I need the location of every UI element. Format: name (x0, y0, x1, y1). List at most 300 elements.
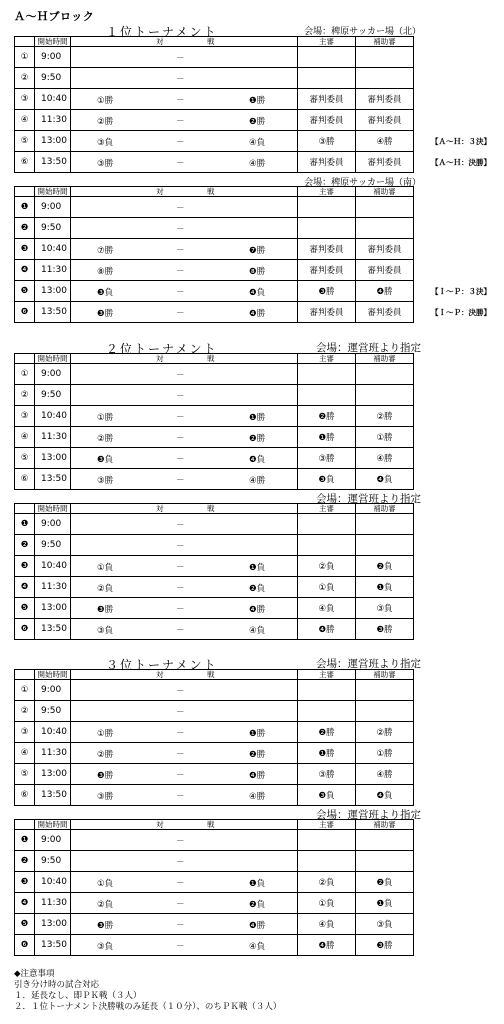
assistant-referee: ④勝 (356, 131, 414, 152)
start-time: 9:50 (35, 68, 71, 89)
start-time: 13:00 (35, 448, 71, 469)
team-a: ②負 (97, 900, 114, 910)
table-header-row (15, 670, 414, 680)
assistant-referee: ①勝 (356, 427, 414, 448)
match-cell (71, 448, 298, 469)
versus-dash: － (176, 921, 185, 931)
table-row (15, 577, 414, 598)
match-note: 【Ｉ～Ｐ：決勝】 (431, 308, 491, 317)
header-match (71, 504, 298, 514)
assistant-referee (356, 385, 414, 406)
referee: ②負 (298, 556, 356, 577)
team-b: ❷負 (249, 900, 266, 910)
header-referee: 主審 (298, 187, 356, 197)
table-row (15, 619, 414, 640)
assistant-referee: ❹負 (356, 785, 414, 806)
start-time: 13:50 (35, 302, 71, 323)
start-time: 9:00 (35, 364, 71, 385)
team-b: ❷勝 (249, 750, 266, 760)
team-b: ❷勝 (249, 434, 266, 444)
match-cell (71, 110, 298, 131)
match-number: ④ (15, 743, 35, 764)
versus-dash: － (176, 626, 185, 636)
referee: ❸負 (298, 785, 356, 806)
versus-dash: － (176, 392, 185, 402)
team-b: ❶勝 (249, 729, 266, 739)
referee: ③勝 (298, 131, 356, 152)
match-number: ② (15, 385, 35, 406)
sub-header (0, 490, 504, 503)
table-row (15, 197, 414, 218)
team-b: ❷勝 (249, 117, 266, 127)
match-number: ❻ (15, 619, 35, 640)
team-b: ④負 (249, 942, 266, 952)
header-match (71, 670, 298, 680)
team-b: ❼勝 (249, 246, 266, 256)
match-cell (71, 131, 298, 152)
note-item: １．延長なし、即ＰＫ戦（３人） (14, 991, 142, 1001)
venue-label: 会場：稗原サッカー場（南） (304, 178, 421, 188)
table-row (15, 535, 414, 556)
header-match (71, 820, 298, 830)
start-time: 11:30 (35, 893, 71, 914)
venue-label: 会場：運営班より指定 (316, 658, 421, 670)
header-match-a: 対 (156, 354, 164, 363)
header-no (15, 187, 35, 197)
referee: 審判委員 (298, 152, 356, 173)
header-referee: 主審 (298, 504, 356, 514)
versus-dash: － (176, 750, 185, 760)
start-time: 11:30 (35, 260, 71, 281)
start-time: 10:40 (35, 89, 71, 110)
match-number: ❸ (15, 239, 35, 260)
team-a: ⑧勝 (97, 267, 114, 277)
assistant-referee (356, 47, 414, 68)
referee: ④負 (298, 914, 356, 935)
match-number: ❺ (15, 281, 35, 302)
start-time: 9:00 (35, 514, 71, 535)
versus-dash: － (176, 708, 185, 718)
table-row (15, 406, 414, 427)
assistant-referee (356, 218, 414, 239)
match-number: ① (15, 364, 35, 385)
table-row (15, 218, 414, 239)
match-note: 【Ａ～Ｈ：決勝】 (431, 158, 491, 167)
referee: 審判委員 (298, 260, 356, 281)
referee: ❷勝 (298, 722, 356, 743)
referee: ③勝 (298, 448, 356, 469)
table-row (15, 469, 414, 490)
match-cell (71, 914, 298, 935)
header-match (71, 187, 298, 197)
table-header-row (15, 820, 414, 830)
versus-dash: － (176, 792, 185, 802)
match-cell (71, 364, 298, 385)
referee (298, 68, 356, 89)
versus-dash: － (176, 900, 185, 910)
venue-label: 会場：運営班より指定 (316, 809, 421, 821)
match-number: ③ (15, 406, 35, 427)
assistant-referee (356, 197, 414, 218)
team-b: ❹勝 (249, 771, 266, 781)
match-cell (71, 281, 298, 302)
versus-dash: － (176, 563, 185, 573)
header-assistant: 補助審 (356, 354, 414, 364)
versus-dash: － (176, 413, 185, 423)
header-match (71, 37, 298, 47)
assistant-referee: ③負 (356, 598, 414, 619)
assistant-referee: 審判委員 (356, 260, 414, 281)
team-a: ②勝 (97, 750, 114, 760)
match-cell (71, 764, 298, 785)
match-number: ④ (15, 110, 35, 131)
assistant-referee (356, 680, 414, 701)
assistant-referee: 審判委員 (356, 110, 414, 131)
team-a: ②勝 (97, 117, 114, 127)
versus-dash: － (176, 879, 185, 889)
team-a: ③勝 (97, 159, 114, 169)
referee (298, 830, 356, 851)
match-number: ❹ (15, 260, 35, 281)
header-start-time: 開始時間 (35, 670, 71, 680)
match-cell (71, 218, 298, 239)
versus-dash: － (176, 309, 185, 319)
table-row (15, 830, 414, 851)
table-header-row (15, 354, 414, 364)
match-number: ❻ (15, 935, 35, 956)
team-b: ❹勝 (249, 309, 266, 319)
match-cell (71, 427, 298, 448)
schedule-table (14, 669, 414, 806)
table-row (15, 89, 414, 110)
table-row (15, 680, 414, 701)
match-cell (71, 385, 298, 406)
section-2nd-tournament (0, 339, 504, 640)
header-match-b: 戦 (207, 670, 215, 679)
match-number: ❷ (15, 851, 35, 872)
referee: ❸勝 (298, 281, 356, 302)
schedule-table (14, 353, 414, 490)
header-assistant: 補助審 (356, 37, 414, 47)
match-cell (71, 785, 298, 806)
header-start-time: 開始時間 (35, 354, 71, 364)
tournament-title: ２位トーナメント (106, 342, 218, 356)
table-row (15, 364, 414, 385)
match-number: ❹ (15, 577, 35, 598)
table-row (15, 785, 414, 806)
start-time: 10:40 (35, 556, 71, 577)
header-start-time: 開始時間 (35, 37, 71, 47)
team-b: ④負 (249, 626, 266, 636)
team-a: ②負 (97, 584, 114, 594)
versus-dash: － (176, 267, 185, 277)
start-time: 10:40 (35, 872, 71, 893)
assistant-referee: ❷負 (356, 872, 414, 893)
start-time: 9:00 (35, 197, 71, 218)
start-time: 11:30 (35, 427, 71, 448)
start-time: 13:50 (35, 785, 71, 806)
assistant-referee (356, 701, 414, 722)
match-cell (71, 830, 298, 851)
match-number: ⑥ (15, 469, 35, 490)
match-number: ③ (15, 722, 35, 743)
match-number: ❷ (15, 535, 35, 556)
referee: 審判委員 (298, 89, 356, 110)
header-match-a: 対 (156, 37, 164, 46)
table-row (15, 935, 414, 956)
match-cell (71, 701, 298, 722)
team-a: ⑦勝 (97, 246, 114, 256)
team-a: ③負 (97, 942, 114, 952)
referee: 審判委員 (298, 110, 356, 131)
schedule-table (14, 186, 414, 323)
block-title: Ａ～Ｈブロック (14, 10, 95, 23)
versus-dash: － (176, 476, 185, 486)
team-a: ❸勝 (97, 771, 114, 781)
match-cell (71, 260, 298, 281)
match-number: ❸ (15, 872, 35, 893)
referee: ①負 (298, 577, 356, 598)
versus-dash: － (176, 584, 185, 594)
schedule-table (14, 503, 414, 640)
match-cell (71, 872, 298, 893)
match-cell (71, 197, 298, 218)
table-row (15, 514, 414, 535)
header-start-time: 開始時間 (35, 187, 71, 197)
versus-dash: － (176, 225, 185, 235)
table-row (15, 68, 414, 89)
team-a: ②勝 (97, 434, 114, 444)
match-number: ❺ (15, 598, 35, 619)
versus-dash: － (176, 54, 185, 64)
team-a: ❸負 (97, 455, 114, 465)
header-match-a: 対 (156, 187, 164, 196)
versus-dash: － (176, 687, 185, 697)
team-b: ❶負 (249, 879, 266, 889)
team-a: ③勝 (97, 792, 114, 802)
header-match (71, 354, 298, 364)
versus-dash: － (176, 75, 185, 85)
table-row (15, 239, 414, 260)
referee (298, 364, 356, 385)
table-header-row (15, 37, 414, 47)
header-no (15, 354, 35, 364)
section-header (0, 339, 504, 356)
assistant-referee: ④勝 (356, 764, 414, 785)
venue-label: 会場：運営班より指定 (316, 493, 421, 505)
header-assistant: 補助審 (356, 670, 414, 680)
match-cell (71, 535, 298, 556)
referee (298, 47, 356, 68)
header-referee: 主審 (298, 820, 356, 830)
sub-header (0, 806, 504, 819)
table-row (15, 722, 414, 743)
assistant-referee: ❸勝 (356, 935, 414, 956)
versus-dash: － (176, 159, 185, 169)
assistant-referee: 審判委員 (356, 152, 414, 173)
start-time: 13:00 (35, 914, 71, 935)
versus-dash: － (176, 204, 185, 214)
match-note: 【Ｉ～Ｐ：３決】 (431, 287, 491, 296)
assistant-referee: ❹勝 (356, 281, 414, 302)
match-cell (71, 152, 298, 173)
team-a: ③負 (97, 626, 114, 636)
versus-dash: － (176, 837, 185, 847)
match-cell (71, 302, 298, 323)
team-a: ③勝 (97, 476, 114, 486)
start-time: 13:50 (35, 619, 71, 640)
table-row (15, 701, 414, 722)
match-number: ❸ (15, 556, 35, 577)
team-a: ①勝 (97, 96, 114, 106)
assistant-referee: ❶負 (356, 893, 414, 914)
header-match-a: 対 (156, 504, 164, 513)
team-b: ④勝 (249, 159, 266, 169)
match-cell (71, 68, 298, 89)
header-match-a: 対 (156, 820, 164, 829)
referee: ③勝 (298, 764, 356, 785)
start-time: 11:30 (35, 110, 71, 131)
versus-dash: － (176, 288, 185, 298)
referee: ①負 (298, 893, 356, 914)
assistant-referee: ②勝 (356, 722, 414, 743)
team-b: ❶勝 (249, 96, 266, 106)
match-number: ❶ (15, 197, 35, 218)
start-time: 13:50 (35, 935, 71, 956)
referee (298, 851, 356, 872)
start-time: 9:50 (35, 535, 71, 556)
table-row (15, 872, 414, 893)
match-cell (71, 680, 298, 701)
header-match-a: 対 (156, 670, 164, 679)
table-row (15, 743, 414, 764)
schedule-table (14, 819, 414, 956)
header-referee: 主審 (298, 670, 356, 680)
start-time: 9:50 (35, 385, 71, 406)
match-number: ❹ (15, 893, 35, 914)
team-b: ④負 (249, 138, 266, 148)
team-a: ❸勝 (97, 309, 114, 319)
header-referee: 主審 (298, 37, 356, 47)
versus-dash: － (176, 521, 185, 531)
match-cell (71, 893, 298, 914)
referee (298, 701, 356, 722)
table-row (15, 427, 414, 448)
match-number: ❶ (15, 514, 35, 535)
referee: 審判委員 (298, 302, 356, 323)
assistant-referee: ❸勝 (356, 619, 414, 640)
match-number: ❻ (15, 302, 35, 323)
table-row (15, 302, 414, 323)
match-cell (71, 514, 298, 535)
header-no (15, 37, 35, 47)
start-time: 9:50 (35, 701, 71, 722)
section-header (0, 22, 504, 39)
table-row (15, 764, 414, 785)
referee (298, 218, 356, 239)
section-3rd-tournament (0, 655, 504, 956)
sub-header (0, 173, 504, 186)
header-assistant: 補助審 (356, 504, 414, 514)
referee: ❸負 (298, 469, 356, 490)
referee (298, 535, 356, 556)
assistant-referee (356, 851, 414, 872)
referee: ❶勝 (298, 427, 356, 448)
notes-section (14, 969, 281, 1013)
match-cell (71, 47, 298, 68)
header-start-time: 開始時間 (35, 820, 71, 830)
table-header-row (15, 504, 414, 514)
team-b: ❷負 (249, 584, 266, 594)
header-match-b: 戦 (207, 354, 215, 363)
notes-heading: ◆注意事項 (14, 969, 55, 979)
team-a: ①勝 (97, 413, 114, 423)
match-number: ⑤ (15, 448, 35, 469)
referee (298, 197, 356, 218)
match-cell (71, 239, 298, 260)
start-time: 13:00 (35, 598, 71, 619)
header-no (15, 504, 35, 514)
team-a: ❸勝 (97, 921, 114, 931)
team-a: ❸勝 (97, 605, 114, 615)
header-assistant: 補助審 (356, 187, 414, 197)
table-row (15, 598, 414, 619)
start-time: 9:50 (35, 851, 71, 872)
team-b: ④勝 (249, 476, 266, 486)
venue-label: 会場：運営班より指定 (316, 342, 421, 354)
table-row (15, 448, 414, 469)
match-cell (71, 598, 298, 619)
start-time: 9:00 (35, 680, 71, 701)
start-time: 9:50 (35, 218, 71, 239)
match-number: ❺ (15, 914, 35, 935)
match-number: ① (15, 680, 35, 701)
start-time: 13:50 (35, 469, 71, 490)
match-number: ❷ (15, 218, 35, 239)
start-time: 10:40 (35, 406, 71, 427)
team-a: ❸負 (97, 288, 114, 298)
header-match-b: 戦 (207, 187, 215, 196)
versus-dash: － (176, 455, 185, 465)
referee: ❹勝 (298, 935, 356, 956)
start-time: 13:00 (35, 131, 71, 152)
header-no (15, 670, 35, 680)
tournament-title: １位トーナメント (106, 25, 218, 39)
table-row (15, 281, 414, 302)
note-item: ２．１位トーナメント決勝戦のみ延長（１０分）、のちＰＫ戦（３人） (14, 1002, 282, 1012)
assistant-referee: ③負 (356, 914, 414, 935)
team-a: ③負 (97, 138, 114, 148)
team-a: ①負 (97, 563, 114, 573)
table-row (15, 556, 414, 577)
match-cell (71, 743, 298, 764)
start-time: 10:40 (35, 722, 71, 743)
team-a: ①勝 (97, 729, 114, 739)
versus-dash: － (176, 96, 185, 106)
match-cell (71, 851, 298, 872)
versus-dash: － (176, 729, 185, 739)
match-cell (71, 89, 298, 110)
referee: 審判委員 (298, 239, 356, 260)
table-row (15, 260, 414, 281)
team-b: ❹勝 (249, 605, 266, 615)
assistant-referee (356, 514, 414, 535)
versus-dash: － (176, 605, 185, 615)
team-b: ④勝 (249, 792, 266, 802)
section-1st-tournament (0, 22, 504, 323)
table-row (15, 385, 414, 406)
match-number: ③ (15, 89, 35, 110)
